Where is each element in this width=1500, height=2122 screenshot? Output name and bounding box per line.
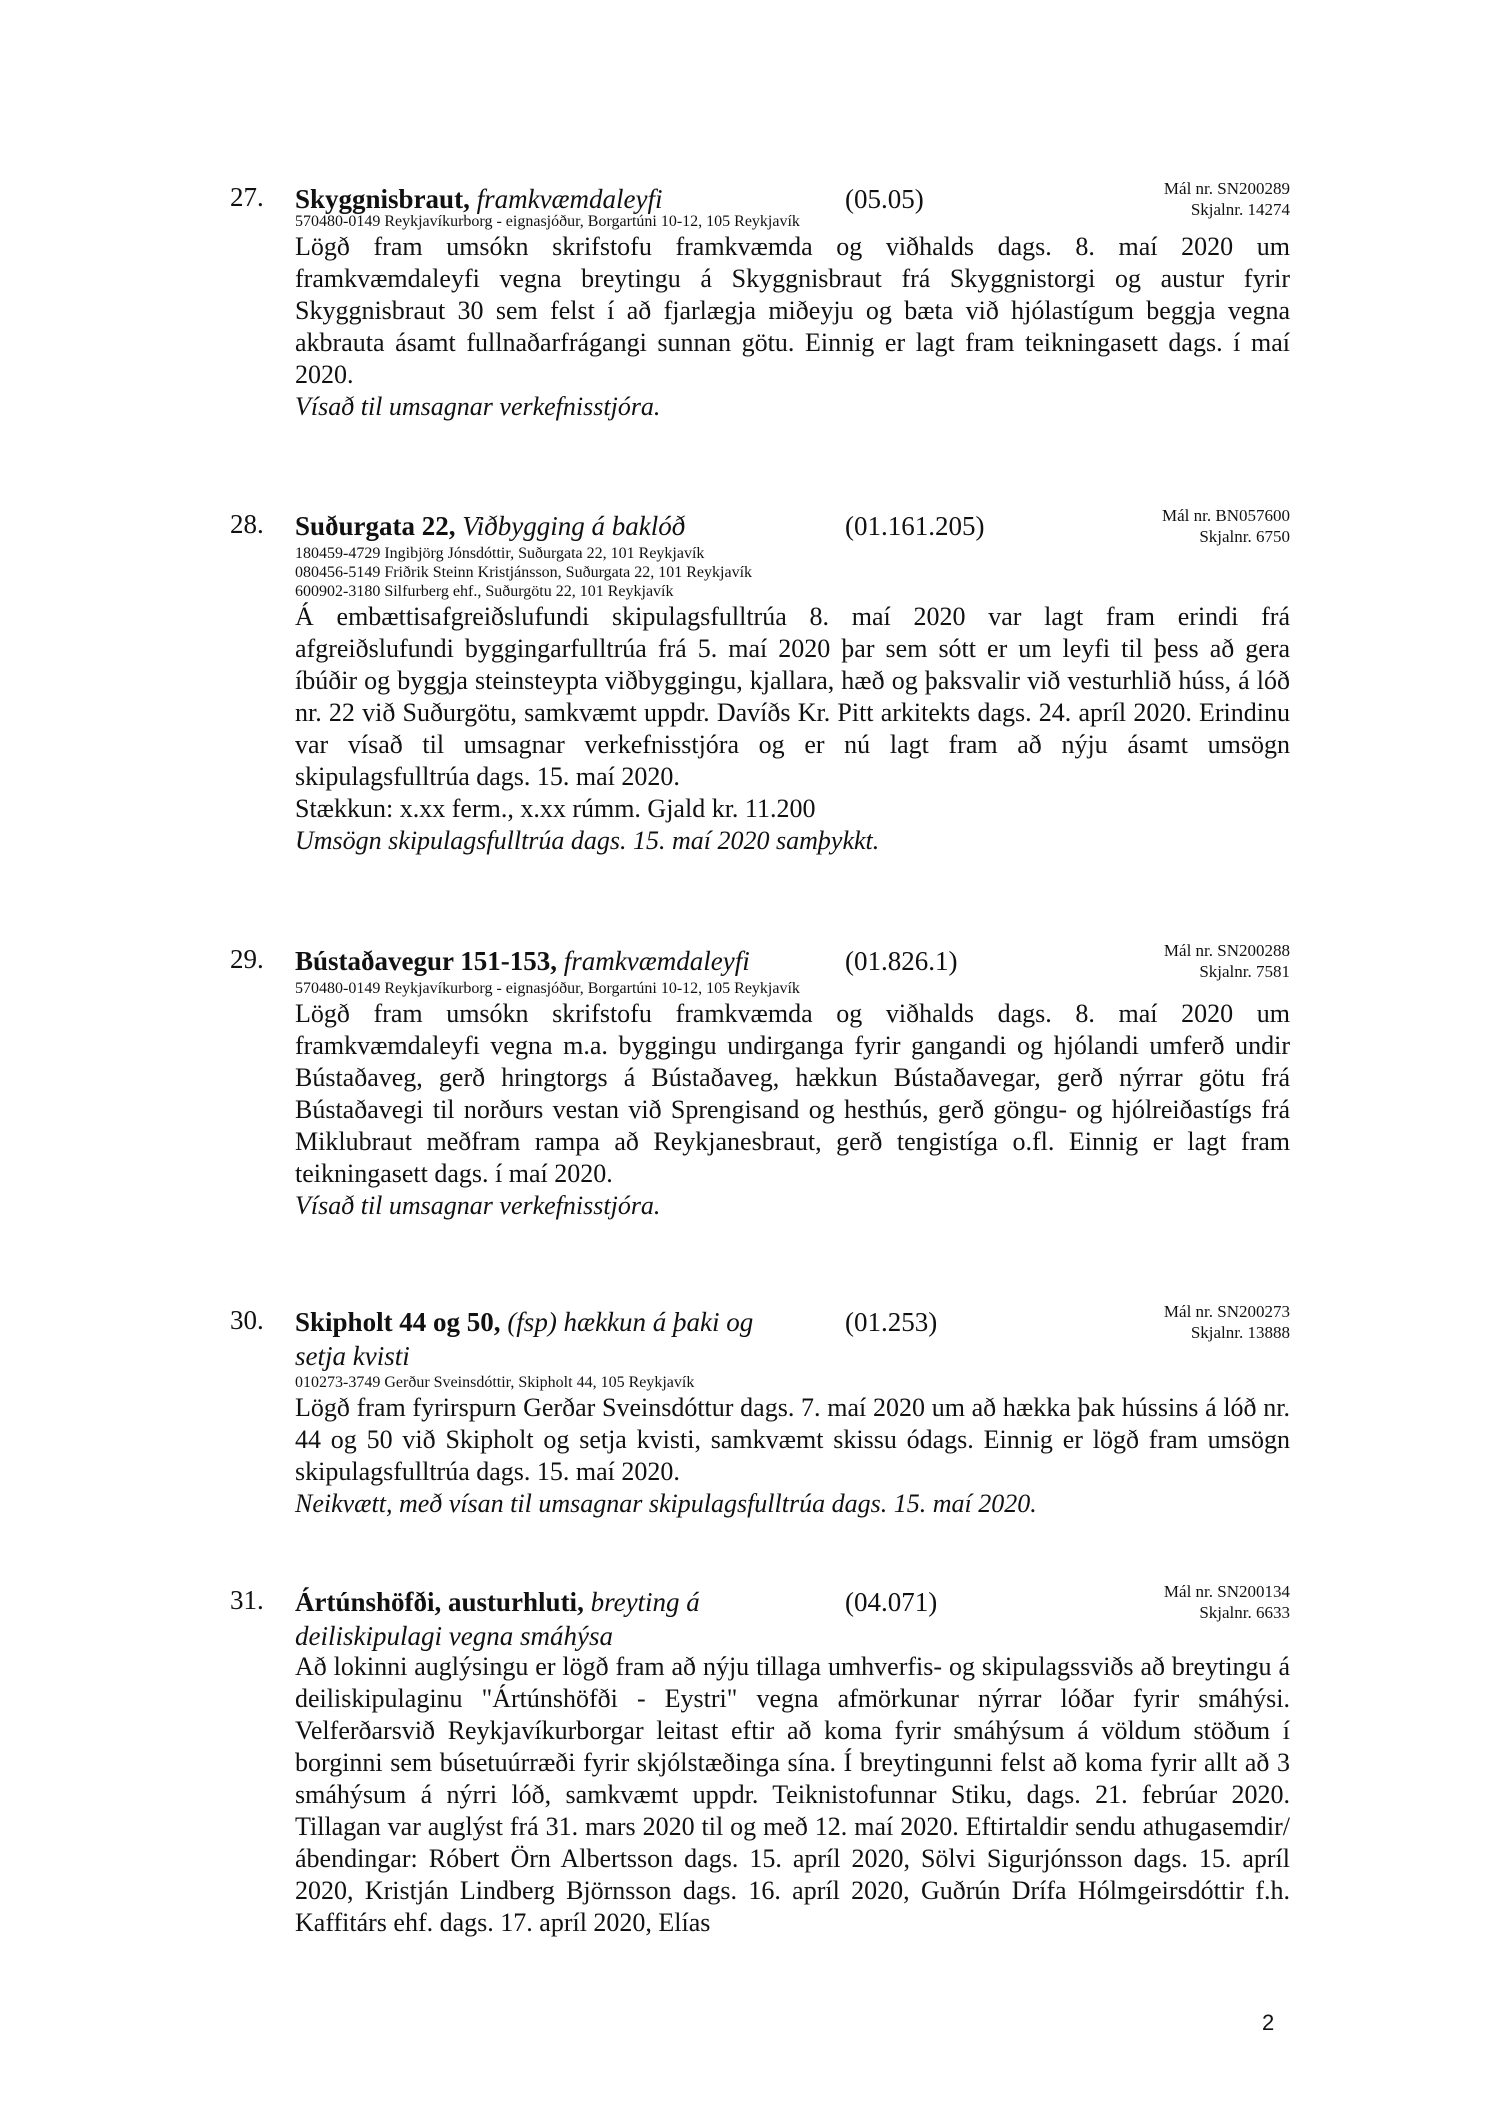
mal-number: Mál nr. SN200273 bbox=[1163, 1302, 1290, 1321]
item-body: Á embættisafgreiðslufundi skipulagsfulltrúa 8. maí 2020 var lagt fram erindi frá afgreiðslufundi byggingarfulltrúa frá 5. maí 2020 þar sem sótt er um leyfi til þess að gera íbúðir og byggja steinsteypta viðbyggingu, kjallara, hæð og þaksvalir við vesturhlið húss, á lóð nr. 22 við Suðurgötu, samkvæmt uppdr. Davíðs Kr. Pitt arkitekts dags. 24. apríl 2020. Erindinu var vísað til umsagnar verkefnisstjóra og er nú lagt fram að nýju ásamt umsögn skipulagsfulltrúa dags. 15. maí 2020. bbox=[295, 602, 1290, 791]
item-header bbox=[230, 1582, 1290, 1653]
agenda-item bbox=[230, 506, 1290, 857]
item-title-bold: Skipholt 44 og 50, bbox=[295, 1307, 501, 1337]
agenda-item bbox=[230, 941, 1290, 1222]
party-line: 010273-3749 Gerður Sveinsdóttir, Skipholt 44, 105 Reykjavík bbox=[295, 1374, 695, 1391]
item-title bbox=[295, 182, 815, 216]
page-number: 2 bbox=[1262, 2010, 1275, 2035]
party-line: 600902-3180 Silfurberg ehf., Suðurgötu 22, 101 Reykjavík bbox=[295, 583, 674, 600]
item-title-italic: (fsp) hækkun á þaki og setja kvisti bbox=[295, 1307, 754, 1371]
item-conclusion: Umsögn skipulagsfulltrúa dags. 15. maí 2020 samþykkt. bbox=[295, 826, 880, 855]
mal-number: Mál nr. SN200289 bbox=[1163, 179, 1290, 198]
item-title-italic: breyting á deiliskipulagi vegna smáhýsa bbox=[295, 1587, 700, 1651]
item-title bbox=[295, 944, 815, 978]
item-body: Lögð fram fyrirspurn Gerðar Sveinsdóttur dags. 7. maí 2020 um að hækka þak hússins á lóð nr. 44 og 50 við Skipholt og setja kvisti, samkvæmt skissu ódags. Einnig er lögð fram umsögn skipulagsfulltrúa dags. 15. maí 2020. bbox=[295, 1393, 1290, 1486]
item-number: 31. bbox=[230, 1585, 264, 1615]
item-number: 29. bbox=[230, 944, 264, 974]
party-line: 080456-5149 Friðrik Steinn Kristjánsson, Suðurgata 22, 101 Reykjavík bbox=[295, 564, 753, 581]
skjal-number: Skjalnr. 7581 bbox=[1199, 962, 1290, 981]
item-conclusion: Neikvætt, með vísan til umsagnar skipulagsfulltrúa dags. 15. maí 2020. bbox=[295, 1489, 1037, 1518]
item-body: Að lokinni auglýsingu er lögð fram að nýju tillaga umhverfis- og skipulagssviðs að breytingu á deiliskipulaginu "Ártúnshöfði - Eystri" vegna afmörkunar nýrrar lóðar fyrir smáhýsi. Velferðarsvið Reykjavíkurborgar leitast eftir að koma fyrir smáhýsum á völdum stöðum í borginni sem búsetuúrræði fyrir skjólstæðinga sína. Í breytingunni felst að koma fyrir allt að 3 smáhýsum á nýrri lóð, samkvæmt uppdr. Teiknistofunnar Stiku, dags. 21. febrúar 2020. Tillagan var auglýst frá 31. mars 2020 til og með 12. maí 2020. Eftirtaldir sendu athugasemdir/ábendingar: Róbert Örn Albertsson dags. 15. apríl 2020, Sölvi Sigurjónsson dags. 15. apríl 2020, Kristján Lindberg Björnsson dags. 16. apríl 2020, Guðrún Drífa Hólmgeirsdóttir f.h. Kaffitárs ehf. dags. 17. apríl 2020, Elías bbox=[295, 1652, 1290, 1937]
skjal-number: Skjalnr. 6633 bbox=[1199, 1603, 1290, 1622]
mal-number: Mál nr. BN057600 bbox=[1162, 506, 1290, 525]
item-title-bold: Bústaðavegur 151-153, bbox=[295, 946, 558, 976]
item-title-italic: framkvæmdaleyfi bbox=[476, 184, 663, 214]
item-reference: (05.05) bbox=[845, 184, 924, 214]
mal-number: Mál nr. SN200134 bbox=[1163, 1582, 1290, 1601]
item-title-bold: Suðurgata 22, bbox=[295, 511, 456, 541]
item-title-italic: Viðbygging á baklóð bbox=[462, 511, 686, 541]
parties bbox=[295, 1373, 1290, 1392]
item-header bbox=[230, 506, 1290, 546]
item-header bbox=[230, 1302, 1290, 1373]
agenda-item bbox=[230, 179, 1290, 423]
skjal-number: Skjalnr. 13888 bbox=[1190, 1323, 1290, 1342]
item-title-italic: framkvæmdaleyfi bbox=[563, 946, 750, 976]
item-conclusion: Vísað til umsagnar verkefnisstjóra. bbox=[295, 1191, 661, 1220]
item-number: 30. bbox=[230, 1305, 264, 1335]
item-title bbox=[295, 1305, 765, 1373]
skjal-number: Skjalnr. 6750 bbox=[1199, 527, 1290, 546]
item-body: Lögð fram umsókn skrifstofu framkvæmda og viðhalds dags. 8. maí 2020 um framkvæmdaleyfi vegna m.a. byggingu undirganga fyrir gangandi og hjólandi umferð undir Bústaðaveg, gerð hringtorgs á Bústaðaveg, hækkun Bústaðavegar, gerð nýrrar götu frá Bústaðavegi til norðurs vestan við Sprengisand og hesthús, gerð göngu- og hjólreiðastígs frá Miklubraut meðfram rampa að Reykjanesbraut, gerð tengistíga o.fl. Einnig er lagt fram teikningasett dags. í maí 2020. bbox=[295, 999, 1290, 1188]
party-line: 570480-0149 Reykjavíkurborg - eignasjóður, Borgartúni 10-12, 105 Reykjavík bbox=[295, 213, 800, 230]
parties bbox=[295, 544, 1290, 601]
item-title bbox=[295, 509, 815, 543]
agenda-item bbox=[230, 1302, 1290, 1520]
item-reference: (01.253) bbox=[845, 1307, 938, 1337]
skjal-number: Skjalnr. 14274 bbox=[1190, 200, 1290, 219]
agenda-item bbox=[230, 1582, 1290, 1939]
item-header bbox=[230, 179, 1290, 219]
item-conclusion: Vísað til umsagnar verkefnisstjóra. bbox=[295, 392, 661, 421]
item-title-bold: Skyggnisbraut, bbox=[295, 184, 470, 214]
party-line: 570480-0149 Reykjavíkurborg - eignasjóður, Borgartúni 10-12, 105 Reykjavík bbox=[295, 980, 800, 997]
parties bbox=[295, 979, 1290, 998]
case-numbers bbox=[1164, 1581, 1290, 1623]
item-fee: Stækkun: x.xx ferm., x.xx rúmm. Gjald kr. 11.200 bbox=[295, 794, 816, 823]
item-header bbox=[230, 941, 1290, 981]
item-title-bold: Ártúnshöfði, austurhluti, bbox=[295, 1587, 584, 1617]
item-reference: (01.826.1) bbox=[845, 946, 958, 976]
mal-number: Mál nr. SN200288 bbox=[1163, 941, 1290, 960]
item-reference: (01.161.205) bbox=[845, 511, 985, 541]
case-numbers bbox=[1162, 505, 1290, 547]
case-numbers bbox=[1164, 178, 1290, 220]
party-line: 180459-4729 Ingibjörg Jónsdóttir, Suðurgata 22, 101 Reykjavík bbox=[295, 545, 705, 562]
item-body: Lögð fram umsókn skrifstofu framkvæmda og viðhalds dags. 8. maí 2020 um framkvæmdaleyfi vegna breytingu á Skyggnisbraut frá Skyggnistorgi og austur fyrir Skyggnisbraut 30 sem felst í að fjarlægja miðeyju og bæta við hjólastígum beggja vegna akbrauta ásamt fullnaðarfrágangi sunnan götu. Einnig er lagt fram teikningasett dags. í maí 2020. bbox=[295, 232, 1290, 389]
item-reference: (04.071) bbox=[845, 1587, 938, 1617]
case-numbers bbox=[1164, 940, 1290, 982]
item-number: 28. bbox=[230, 509, 264, 539]
item-number: 27. bbox=[230, 182, 264, 212]
item-title bbox=[295, 1585, 765, 1653]
case-numbers bbox=[1164, 1301, 1290, 1343]
